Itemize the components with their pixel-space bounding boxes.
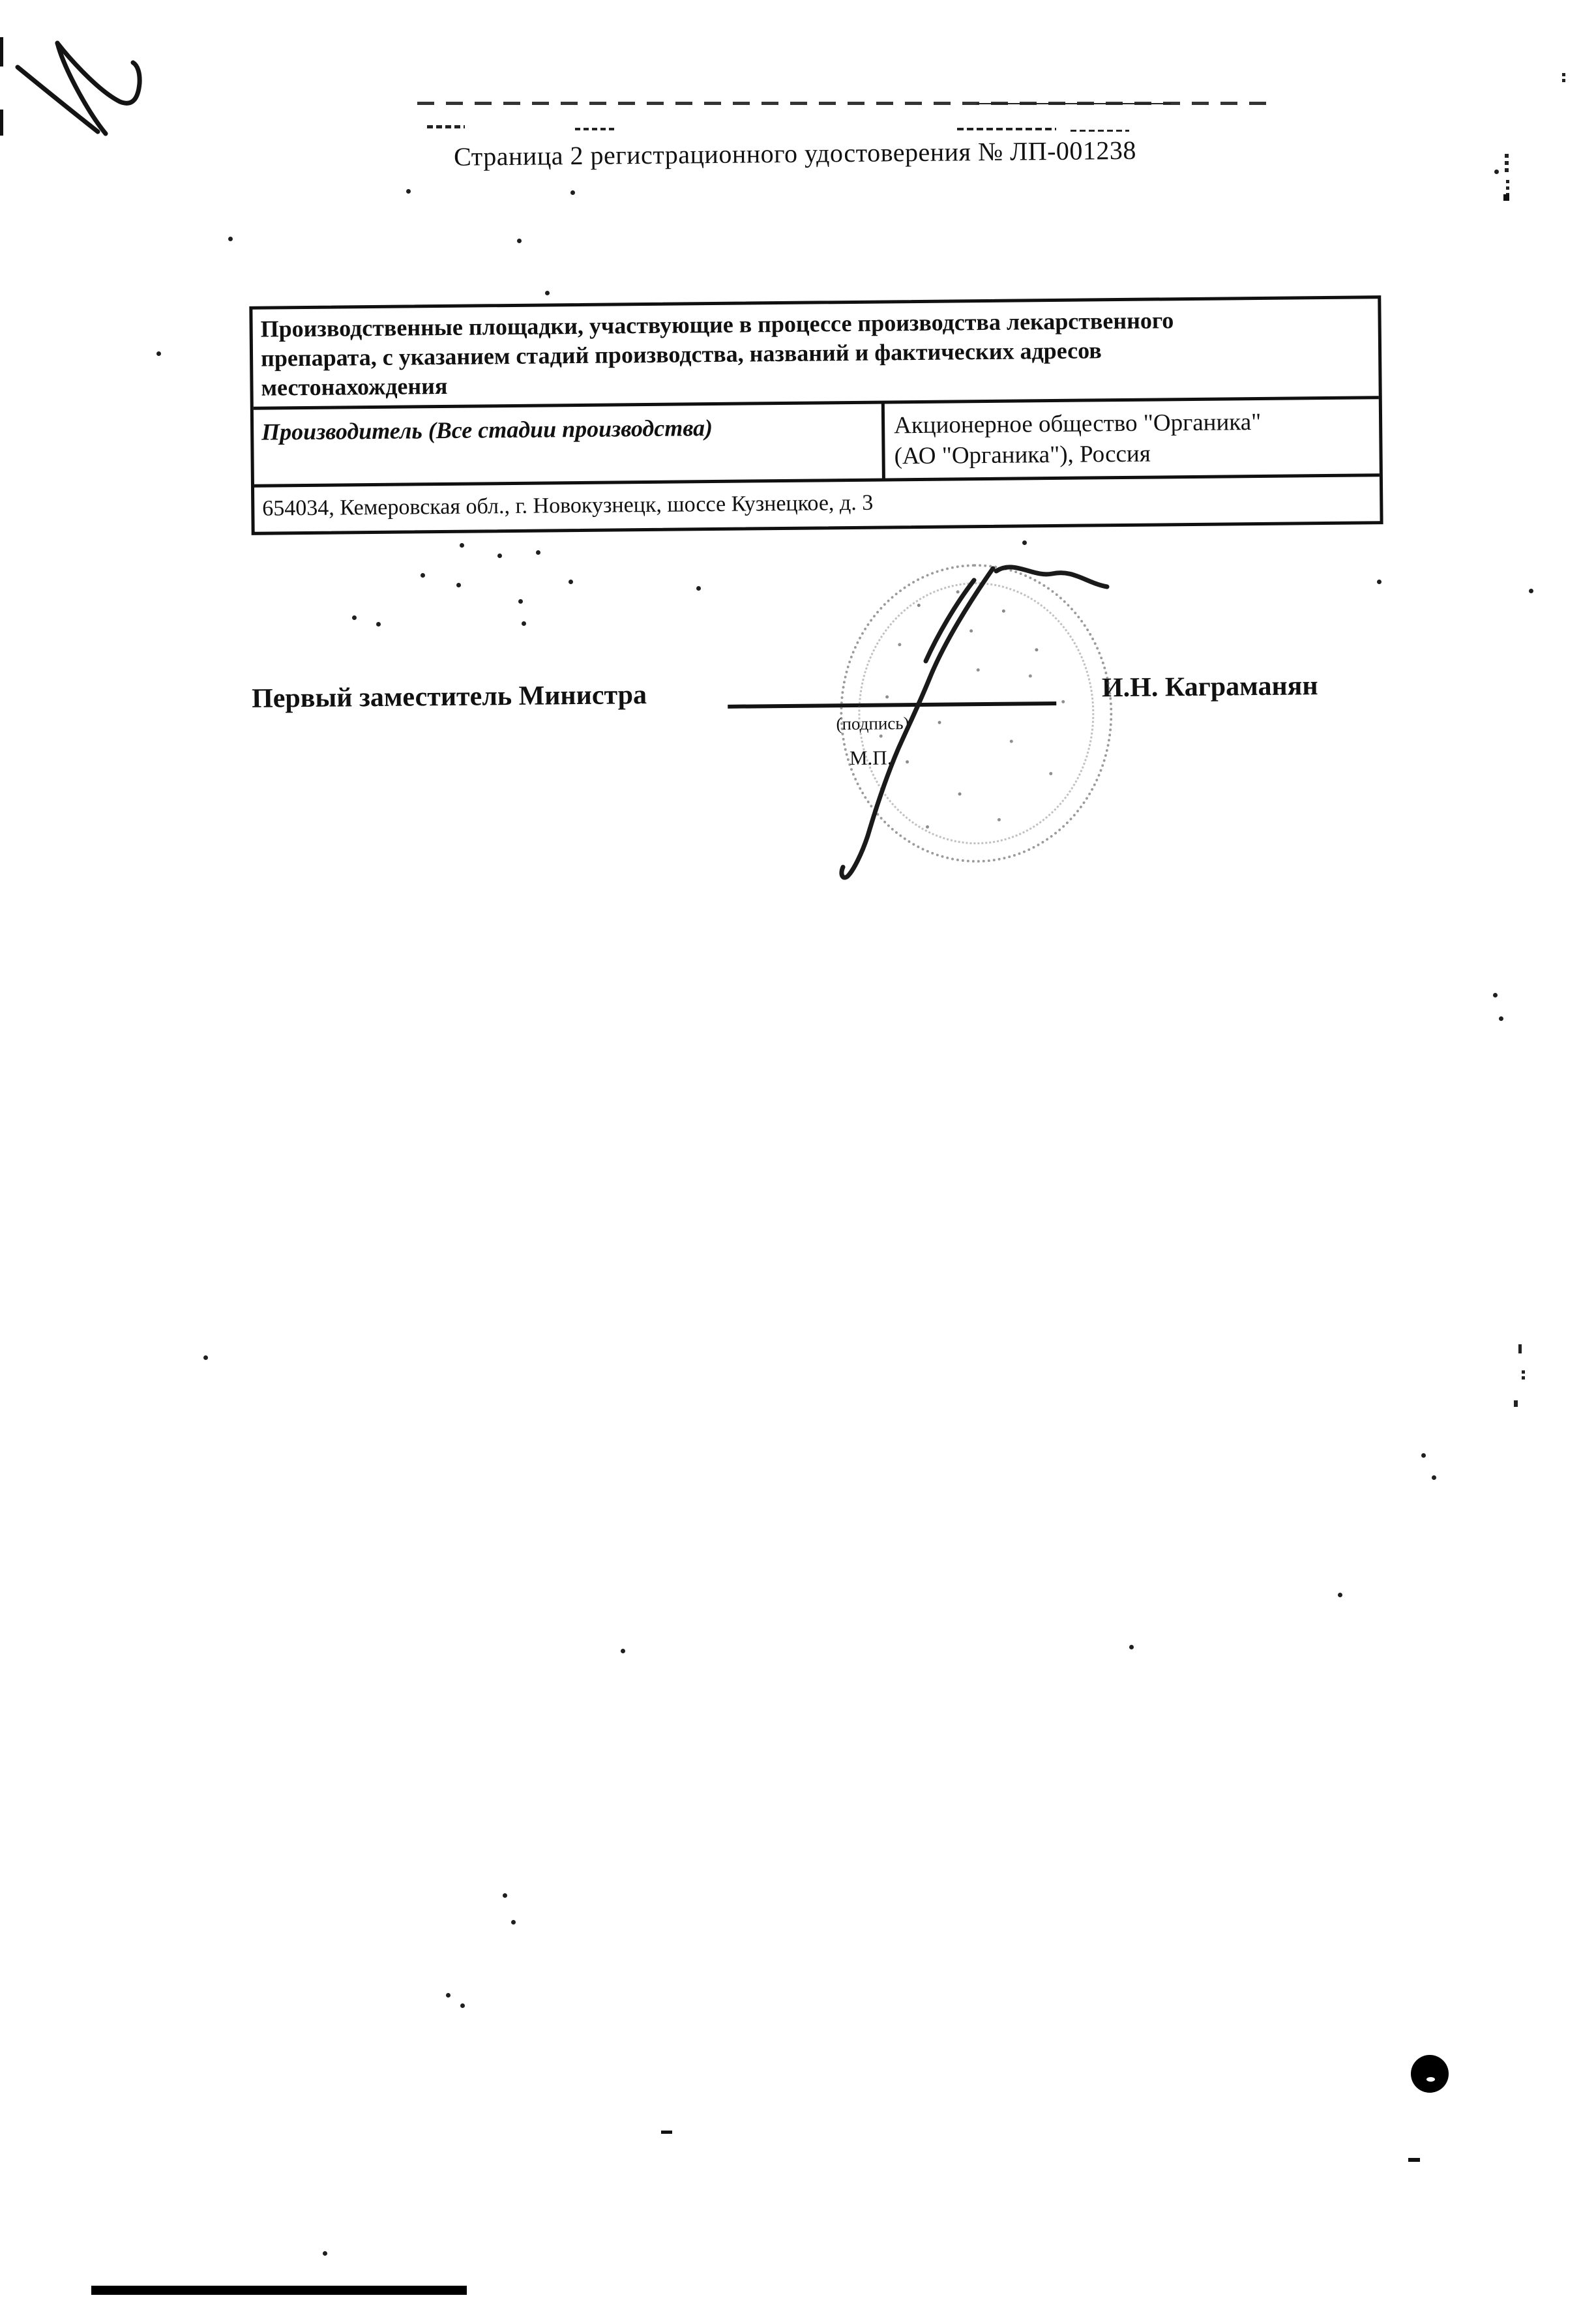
- scan-speck-streak: [1522, 1370, 1525, 1381]
- scan-speck-streak: [1503, 194, 1509, 201]
- table-header-line: препарата, с указанием стадий производства, названий и фактических адресов: [260, 337, 1102, 372]
- scan-artifact-dash: [1408, 2158, 1420, 2162]
- scan-artifact-thin-line: [977, 103, 1171, 104]
- scan-artifact-dash: [1071, 130, 1129, 132]
- scan-speck-streak: [1562, 73, 1565, 83]
- scan-speckles: [0, 0, 5, 5]
- scan-artifact-dash: [575, 128, 615, 130]
- scan-edge-mark: [0, 37, 3, 66]
- production-sites-table: [249, 295, 1383, 535]
- stamp-speckles: [838, 565, 842, 568]
- signature-caption: (подпись): [836, 713, 909, 734]
- table-header-cell: [252, 299, 1378, 410]
- scan-speck-streak: [1505, 154, 1509, 173]
- scan-speck-streak: [1514, 1400, 1518, 1407]
- seal-abbreviation: М.П.: [849, 746, 893, 770]
- producer-role-cell: Производитель (Все стадии производства): [254, 404, 885, 484]
- table-header-line: Производственные площадки, участвующие в процессе производства лекарственного: [260, 307, 1174, 342]
- bottom-scan-bar: [91, 2286, 467, 2295]
- stamp-inner-ring: [857, 581, 1095, 845]
- hole-punch-dot: [1411, 2055, 1449, 2093]
- scan-artifact-dash: [957, 128, 1056, 130]
- producer-name-cell: [885, 399, 1380, 478]
- scan-edge-mark: [0, 110, 3, 136]
- scan-artifact-dash: [661, 2131, 672, 2134]
- table-header-line: местонахождения: [261, 372, 448, 401]
- signer-name: И.Н. Каграманян: [1101, 671, 1318, 703]
- scan-speck-streak: [1518, 1344, 1522, 1353]
- scan-speck-streak: [1506, 180, 1509, 194]
- signatory-title: Первый заместитель Министра: [251, 680, 647, 714]
- producer-name-line: Акционерное общество "Органика": [893, 408, 1262, 439]
- scan-artifact-dash: [427, 125, 465, 128]
- table-row: [254, 399, 1380, 488]
- round-stamp: [838, 563, 1114, 864]
- producer-address-cell: 654034, Кемеровская обл., г. Новокузнецк, шоссе Кузнецкое, д. 3: [262, 490, 874, 521]
- producer-name-line: (АО "Органика"), Россия: [894, 440, 1151, 470]
- page-header-text: Страница 2 регистрационного удостоверения № ЛП-001238: [453, 135, 1137, 171]
